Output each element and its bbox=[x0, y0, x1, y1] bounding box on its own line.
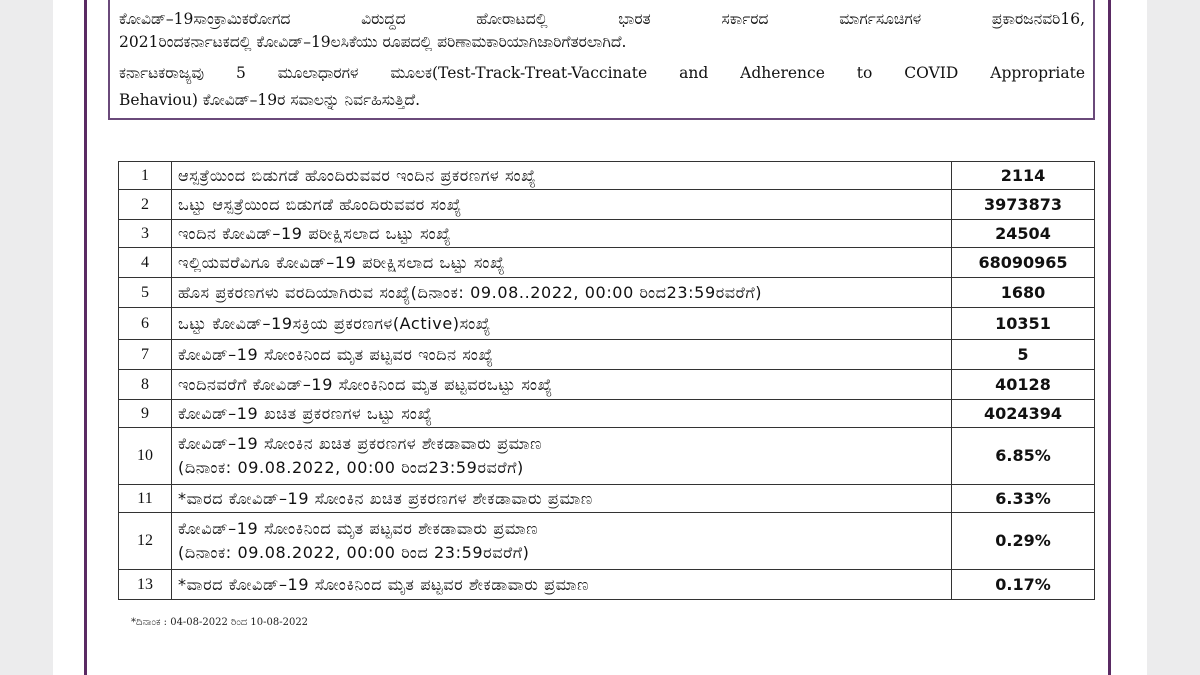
right-margin bbox=[1147, 0, 1200, 675]
intro-line-4: Behaviou) ಕೋವಿಡ್–19ರ ಸವಾಲನ್ನು ನಿರ್ವಹಿಸುತ್ತಿದೆ. bbox=[119, 91, 420, 109]
table-row bbox=[119, 370, 1095, 400]
row-value: 0.17% bbox=[952, 570, 1095, 600]
row-value: 40128 bbox=[952, 370, 1095, 400]
table-row bbox=[119, 428, 1095, 485]
row-description bbox=[172, 162, 952, 190]
row-description bbox=[172, 428, 952, 485]
row-description-line: ಹೊಸ ಪ್ರಕರಣಗಳು ವರದಿಯಾಗಿರುವ ಸಂಖ್ಯೆ(ದಿನಾಂಕ: 09.08..2022, 00:00 ರಿಂದ23:59ರವರೆಗೆ) bbox=[178, 282, 763, 302]
row-number: 8 bbox=[119, 370, 172, 400]
row-description bbox=[172, 220, 952, 248]
row-number: 5 bbox=[119, 278, 172, 308]
row-description-line: ಇಂದಿನ ಕೋವಿಡ್–19 ಪರೀಕ್ಷಿಸಲಾದ ಒಟ್ಟು ಸಂಖ್ಯೆ bbox=[178, 223, 452, 243]
row-value: 4024394 bbox=[952, 400, 1095, 428]
row-description bbox=[172, 248, 952, 278]
row-description-line: ಕೋವಿಡ್–19 ಸೋಂಕಿನ ಖಚಿತ ಪ್ರಕರಣಗಳ ಶೇಕಡಾವಾರು ಪ್ರಮಾಣ bbox=[178, 434, 543, 453]
row-description-line: (ದಿನಾಂಕ: 09.08.2022, 00:00 ರಿಂದ 23:59ರವರೆಗೆ) bbox=[178, 543, 530, 562]
row-description-line: ಕೋವಿಡ್–19 ಖಚಿತ ಪ್ರಕರಣಗಳ ಒಟ್ಟು ಸಂಖ್ಯೆ bbox=[178, 403, 433, 423]
table-row bbox=[119, 340, 1095, 370]
row-description-line: ಇಲ್ಲಿಯವರೆವಿಗೂ ಕೋವಿಡ್–19 ಪರೀಕ್ಷಿಸಲಾದ ಒಟ್ಟು ಸಂಖ್ಯೆ bbox=[178, 252, 506, 272]
covid-stats-table bbox=[118, 161, 1095, 600]
row-description bbox=[172, 190, 952, 220]
table-row bbox=[119, 485, 1095, 513]
row-value: 68090965 bbox=[952, 248, 1095, 278]
row-number: 6 bbox=[119, 308, 172, 340]
row-number: 10 bbox=[119, 428, 172, 485]
table-row bbox=[119, 570, 1095, 600]
table-row bbox=[119, 162, 1095, 190]
table-row bbox=[119, 220, 1095, 248]
row-description-line: *ವಾರದ ಕೋವಿಡ್–19 ಸೋಂಕಿನಿಂದ ಮೃತ ಪಟ್ಟವರ ಶೇಕಡಾವಾರು ಪ್ರಮಾಣ bbox=[178, 574, 590, 594]
left-margin bbox=[0, 0, 53, 675]
row-value: 2114 bbox=[952, 162, 1095, 190]
table-row bbox=[119, 278, 1095, 308]
row-number: 4 bbox=[119, 248, 172, 278]
row-description-line: ಒಟ್ಟು ಆಸ್ಪತ್ರೆಯಿಂದ ಬಿಡುಗಡೆ ಹೊಂದಿರುವವರ ಸಂಖ್ಯೆ bbox=[178, 194, 462, 214]
row-value: 6.33% bbox=[952, 485, 1095, 513]
intro-line-2: 2021ರಿಂದಕರ್ನಾಟಕದಲ್ಲಿ ಕೋವಿಡ್–19ಲಸಿಕೆಯು ರೂಪದಲ್ಲಿ ಪರಿಣಾಮಕಾರಿಯಾಗಿಜಾರಿಗೆತರಲಾಗಿದೆ. bbox=[119, 33, 627, 51]
row-description-line: ಒಟ್ಟು ಕೋವಿಡ್–19ಸಕ್ರಿಯ ಪ್ರಕರಣಗಳ(Active)ಸಂಖ್ಯೆ bbox=[178, 313, 491, 333]
row-value: 1680 bbox=[952, 278, 1095, 308]
row-description-line: ಕೋವಿಡ್–19 ಸೋಂಕಿನಿಂದ ಮೃತ ಪಟ್ಟವರ ಶೇಕಡಾವಾರು ಪ್ರಮಾಣ bbox=[178, 519, 539, 538]
table-row bbox=[119, 248, 1095, 278]
row-description bbox=[172, 340, 952, 370]
intro-line-1: ಕೋವಿಡ್–19ಸಾಂಕ್ರಾಮಿಕರೋಗದ ವಿರುದ್ಧದ ಹೋರಾಟದಲ್ಲಿ ಭಾರತ ಸರ್ಕಾರದ ಮಾರ್ಗಸೂಚಿಗಳ ಪ್ರಕಾರಜನವರಿ16, bbox=[119, 10, 1085, 28]
row-value: 10351 bbox=[952, 308, 1095, 340]
page-frame-left bbox=[84, 0, 87, 675]
page-frame-right bbox=[1108, 0, 1111, 675]
row-value: 0.29% bbox=[952, 513, 1095, 570]
row-description bbox=[172, 485, 952, 513]
table-row bbox=[119, 190, 1095, 220]
row-number: 11 bbox=[119, 485, 172, 513]
row-description bbox=[172, 400, 952, 428]
row-description bbox=[172, 570, 952, 600]
row-description-line: ಕೋವಿಡ್–19 ಸೋಂಕಿನಿಂದ ಮೃತ ಪಟ್ಟವರ ಇಂದಿನ ಸಂಖ್ಯೆ bbox=[178, 344, 494, 364]
row-description bbox=[172, 370, 952, 400]
row-number: 13 bbox=[119, 570, 172, 600]
row-description bbox=[172, 308, 952, 340]
row-number: 2 bbox=[119, 190, 172, 220]
table-row bbox=[119, 513, 1095, 570]
row-description bbox=[172, 278, 952, 308]
row-value: 5 bbox=[952, 340, 1095, 370]
row-description bbox=[172, 513, 952, 570]
row-description-line: ಆಸ್ಪತ್ರೆಯಿಂದ ಬಿಡುಗಡೆ ಹೊಂದಿರುವವರ ಇಂದಿನ ಪ್ರಕರಣಗಳ ಸಂಖ್ಯೆ bbox=[178, 165, 537, 185]
row-value: 24504 bbox=[952, 220, 1095, 248]
row-description-line: *ವಾರದ ಕೋವಿಡ್–19 ಸೋಂಕಿನ ಖಚಿತ ಪ್ರಕರಣಗಳ ಶೇಕಡಾವಾರು ಪ್ರಮಾಣ bbox=[178, 488, 593, 508]
row-value: 6.85% bbox=[952, 428, 1095, 485]
row-number: 7 bbox=[119, 340, 172, 370]
table-row bbox=[119, 400, 1095, 428]
row-description-line: ಇಂದಿನವರೆಗೆ ಕೋವಿಡ್–19 ಸೋಂಕಿನಿಂದ ಮೃತ ಪಟ್ಟವರಒಟ್ಟು ಸಂಖ್ಯೆ bbox=[178, 374, 553, 394]
intro-line-3: ಕರ್ನಾಟಕರಾಜ್ಯವು 5 ಮೂಲಾಧಾರಗಳ ಮೂಲಕ(Test-Track-Treat-Vaccinate and Adherence to COVID Appropriate bbox=[119, 64, 1085, 82]
footnote: *ದಿನಾಂಕ : 04-08-2022 ರಿಂದ 10-08-2022 bbox=[131, 617, 309, 628]
row-number: 9 bbox=[119, 400, 172, 428]
table-row bbox=[119, 308, 1095, 340]
row-number: 3 bbox=[119, 220, 172, 248]
row-description-line: (ದಿನಾಂಕ: 09.08.2022, 00:00 ರಿಂದ23:59ರವರೆಗೆ) bbox=[178, 458, 524, 477]
row-value: 3973873 bbox=[952, 190, 1095, 220]
row-number: 1 bbox=[119, 162, 172, 190]
row-number: 12 bbox=[119, 513, 172, 570]
